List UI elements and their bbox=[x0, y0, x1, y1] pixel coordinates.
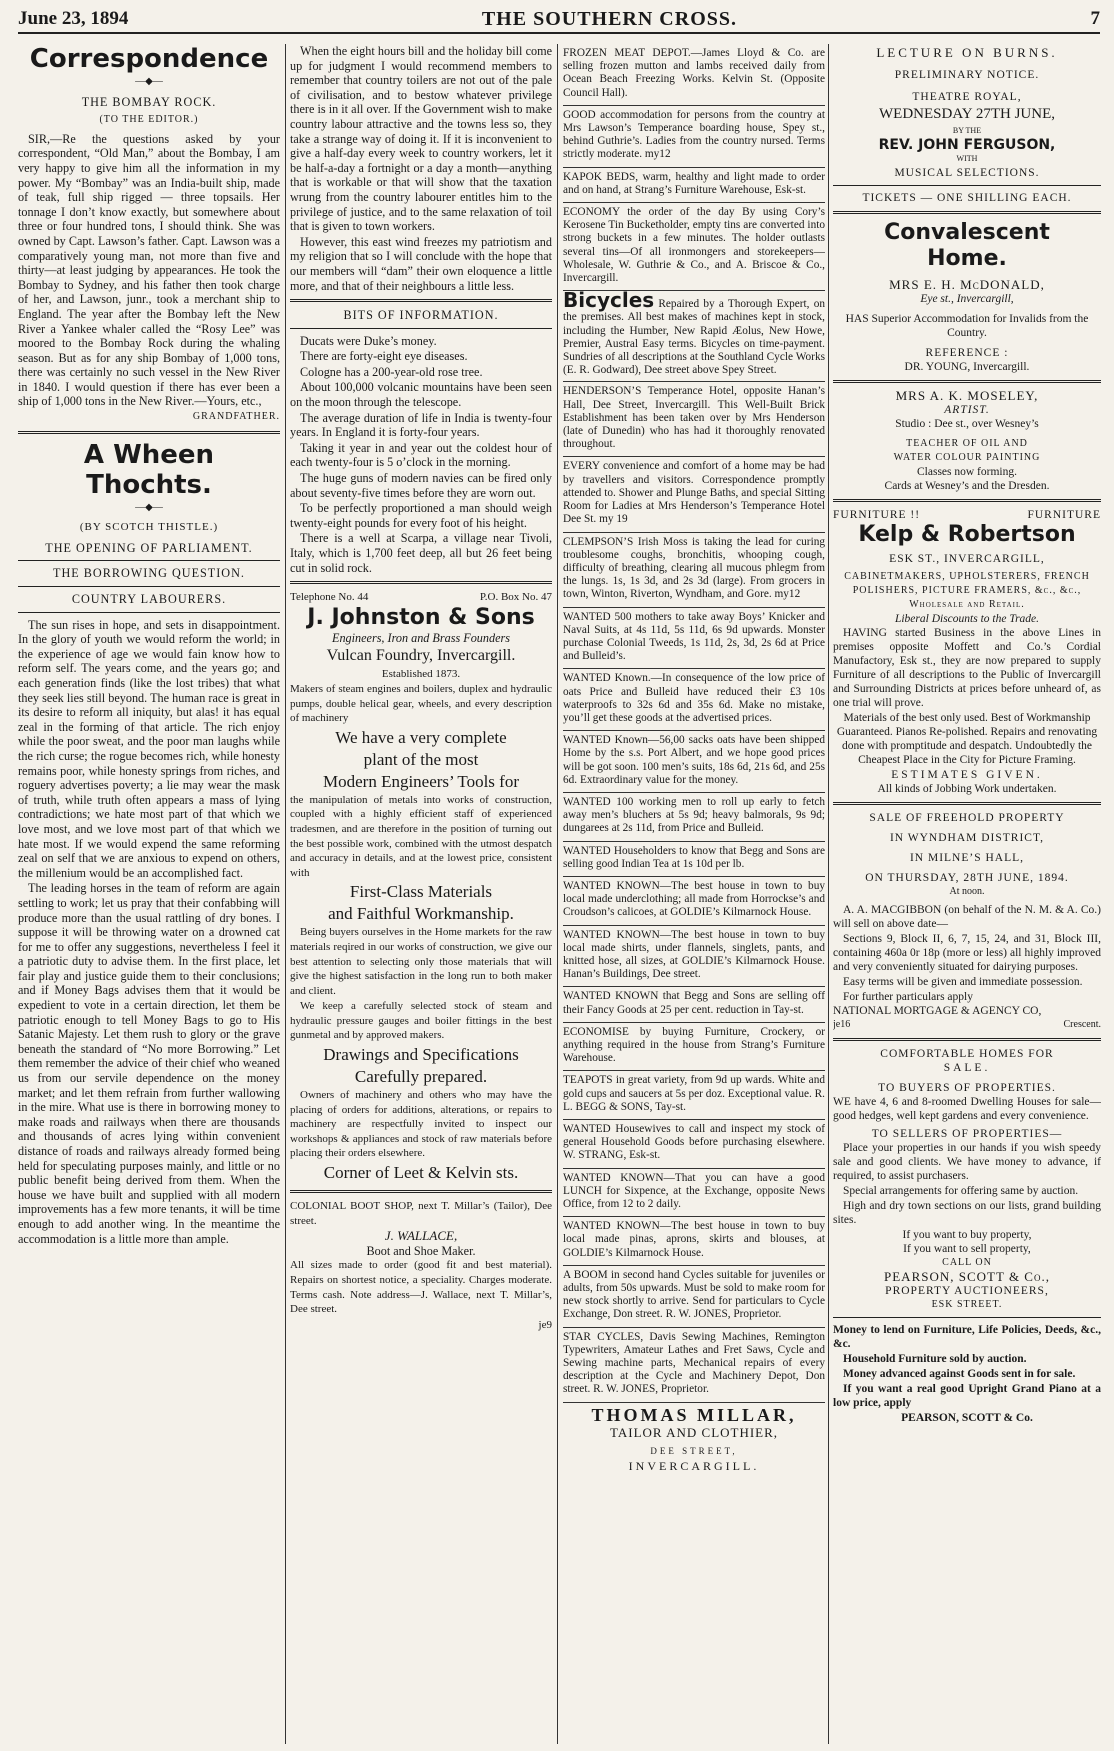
millar-trade: TAILOR AND CLOTHIER, bbox=[609, 1424, 779, 1440]
divider bbox=[18, 431, 280, 434]
ad-text: HENDERSON’S Temperance Hotel, opposite Hanan’s Hall, Dee Street, Invercargill. This Well-Built Brick Establishment has been taken over by Mrs Henderson (late of Dunedin) who has had it thoroughly renovated throughout. bbox=[563, 385, 825, 451]
ad-text: Easy terms will be given and immediate possession. bbox=[843, 976, 1083, 988]
tickets: TICKETS — ONE SHILLING EACH. bbox=[862, 192, 1072, 204]
article-subhead: THE OPENING OF PARLIAMENT. bbox=[45, 540, 253, 555]
bit-item: Cologne has a 200-year-old rose tree. bbox=[300, 364, 483, 379]
classified-ad bbox=[563, 987, 825, 1022]
classified-ad bbox=[563, 382, 825, 457]
bit-item: The huge guns of modern navies can be fired only about seventy-five times before they are worn out. bbox=[290, 471, 552, 500]
artist-name: MRS A. K. MOSELEY, bbox=[895, 388, 1039, 403]
classified-ad bbox=[563, 1071, 825, 1120]
noon: At noon. bbox=[949, 886, 985, 897]
established: Established 1873. bbox=[381, 668, 461, 681]
ornament: —◆— bbox=[135, 501, 163, 513]
ad-text: TEAPOTS in great variety, from 9d up wards. White and gold cups and saucers at 5s per doz. Exceptional value. R. L. BEGG & SONS, Tay-st. bbox=[563, 1074, 825, 1113]
lecture-title: LECTURE ON BURNS. bbox=[876, 45, 1058, 60]
homes-heading: SALE. bbox=[943, 1062, 991, 1074]
ad-text: WANTED Householders to know that Begg and Sons are selling good Indian Tea at 1s 10d per lb. bbox=[563, 844, 825, 870]
ad-text: WANTED Known—56,00 sacks oats have been shipped Home by the s.s. Port Albert, and we hope good prices will be got soon. 100 men’s suits, 18s 6d, 21s 6d, and 25s 6d. Extraordinary value for the money. bbox=[563, 734, 825, 786]
johnston-trade: Engineers, Iron and Brass Founders bbox=[332, 630, 510, 645]
telephone: Telephone No. 44 bbox=[290, 591, 369, 604]
ad-text: HAVING started Business in the above Lines in premises opposite Moffett and Co.’s Cordial Manufactory, Esk st., they are now prepared to supply Furniture of all descriptions to the Public of Invercargill and Surrounding Districts at prices before unheard of, as one trial will prove. bbox=[833, 627, 1101, 709]
divider bbox=[833, 499, 1101, 502]
masthead bbox=[18, 6, 1100, 34]
furniture-left: FURNITURE !! bbox=[833, 509, 921, 521]
divider bbox=[290, 299, 552, 302]
bit-item: To be perfectly proportioned a man should weigh twenty-eight pounds for every foot of his height. bbox=[290, 501, 552, 530]
bits-title: BITS OF INFORMATION. bbox=[343, 308, 499, 323]
ad-text: STAR CYCLES, Davis Sewing Machines, Remington Typewriters, Amateur Lathes and Fret Saws, Cycle and Sewing machine parts, Mechanical repairs of every description at the Cycle and Machinery Depot, Don street. R. W. JONES, Proprietor. bbox=[563, 1330, 825, 1396]
ad-text: WANTED KNOWN—That you can have a good LUNCH for Sixpence, at the Exchange, opposite News Office, from 12 to 2 daily. bbox=[563, 1171, 825, 1211]
with: WITH bbox=[956, 154, 978, 163]
bit-item: About 100,000 volcanic mountains have been seen on the moon through the telescope. bbox=[290, 380, 552, 410]
ad-text: Sections 9, Block II, 6, 7, 15, 24, and 31, Block III, containing 460a 0r 18p (more or less) all highly improved and very conveniently situated for dairying purposes. bbox=[833, 933, 1101, 973]
kelp-address: ESK ST., INVERCARGILL, bbox=[889, 553, 1045, 565]
johnston-ad bbox=[290, 590, 552, 1184]
doctor: DR. YOUNG, Invercargill. bbox=[904, 361, 1030, 373]
johnston-name: J. Johnston & Sons bbox=[307, 604, 535, 630]
bicycles-title: Bicycles bbox=[563, 288, 655, 313]
column-rule bbox=[557, 44, 558, 1744]
issue-date: June 23, 1894 bbox=[18, 8, 129, 29]
divider bbox=[18, 612, 280, 613]
reference: REFERENCE : bbox=[925, 347, 1009, 359]
correspondence-heading: Correspondence bbox=[29, 44, 269, 74]
crescent: Crescent. bbox=[1063, 1019, 1101, 1030]
classified-ad bbox=[563, 731, 825, 793]
ad-text: CLEMPSON’S Irish Moss is taking the lead for curing troublesome coughs, bronchitis, whooping cough, difficulty of breathing, clearing all mucous phlegm from the lungs. 1s, 1s 3d, and 2s 3d (large). From grocers in town, Winton, Riverton, Wyndham, and Gore. my12 bbox=[563, 535, 825, 601]
divider bbox=[833, 185, 1101, 186]
ad-text: Money to lend on Furniture, Life Policies, Deeds, &c., &c. bbox=[833, 1324, 1101, 1350]
ad-text: KAPOK BEDS, warm, healthy and light made to order and on hand, at Strang’s Furniture Warehouse, Esk-st. bbox=[563, 170, 825, 196]
bit-item: Ducats were Duke’s money. bbox=[300, 333, 437, 348]
furniture-banner bbox=[833, 508, 1101, 522]
event-date: WEDNESDAY 27TH JUNE, bbox=[879, 106, 1055, 122]
ad-text: WANTED KNOWN that Begg and Sons are selling off their Fancy Goods at 25 per cent. reduction in Tay-st. bbox=[563, 990, 825, 1016]
article-subhead: COUNTRY LABOURERS. bbox=[71, 592, 227, 607]
divider bbox=[833, 1038, 1101, 1041]
article-subhead: THE BORROWING QUESTION. bbox=[53, 566, 245, 581]
ad-text: High and dry town sections on our lists, grand building sites. bbox=[833, 1200, 1101, 1226]
speaker: REV. JOHN FERGUSON, bbox=[878, 137, 1056, 153]
divider bbox=[833, 1317, 1101, 1318]
display-line: Carefully prepared. bbox=[354, 1067, 488, 1087]
estimates: ESTIMATES GIVEN. bbox=[891, 769, 1043, 781]
artist: ARTIST. bbox=[944, 404, 990, 416]
esk-street: ESK STREET. bbox=[931, 1299, 1003, 1310]
classified-ad bbox=[563, 106, 825, 168]
ad-text: the manipulation of metals into works of construction, coupled with a highly efficient staff of experienced tradesmen, and are therefore in the position of turning out the best possible work, combined with the utmost despatch and accuracy in details, and at the lowest price, consistent with bbox=[290, 793, 552, 879]
classified-ad bbox=[563, 457, 825, 532]
paper-title: THE SOUTHERN CROSS. bbox=[481, 7, 737, 30]
jobbing: All kinds of Jobbing Work undertaken. bbox=[877, 783, 1057, 795]
sale-line: IN MILNE’S HALL, bbox=[909, 852, 1025, 864]
ad-text: Place your properties in our hands if you wish speedy sale and good clients. We have money to advance, if required, to assist purchasers. bbox=[833, 1142, 1101, 1182]
liberal: Liberal Discounts to the Trade. bbox=[894, 613, 1040, 625]
display-line: Corner of Leet & Kelvin sts. bbox=[323, 1163, 519, 1183]
homes-heading: COMFORTABLE HOMES FOR bbox=[880, 1048, 1054, 1060]
classified-ad bbox=[563, 1120, 825, 1169]
display-line: Modern Engineers’ Tools for bbox=[323, 771, 519, 791]
classified-ad bbox=[563, 842, 825, 877]
letter-signature: GRANDFATHER. bbox=[192, 411, 280, 423]
ad-text: COLONIAL BOOT SHOP, next T. Millar’s (Tailor), Dee street. bbox=[290, 1200, 552, 1227]
by-the: BY THE bbox=[952, 126, 982, 135]
studio: Studio : Dee st., over Wesney’s bbox=[895, 418, 1039, 430]
convalescent-heading: Convalescent bbox=[884, 220, 1050, 245]
bicycles-ad bbox=[563, 288, 825, 382]
to-editor: (TO THE EDITOR.) bbox=[99, 114, 199, 126]
ad-text: FROZEN MEAT DEPOT.—James Lloyd & Co. are selling frozen mutton and lambs received daily from Ocean Beach Freezing Works. Kelvin St. (Opposite Council Hall). bbox=[563, 47, 825, 99]
classified-ad bbox=[563, 1217, 825, 1266]
kelp-heading: Kelp & Robertson bbox=[858, 522, 1076, 547]
ad-text: WANTED 100 working men to roll up early to fetch away men’s bluchers at 5s 9d; heavy balmorals, 9s 9d; dungarees at 2s 11d, from Price and Bulleid. bbox=[563, 795, 825, 835]
foundry: Vulcan Foundry, Invercargill. bbox=[326, 647, 516, 665]
classes: Classes now forming. bbox=[917, 466, 1017, 478]
ornament: —◆— bbox=[135, 76, 163, 87]
po-box: P.O. Box No. 47 bbox=[479, 591, 552, 604]
teacher: TEACHER OF OIL AND bbox=[906, 438, 1028, 449]
venue: THEATRE ROYAL, bbox=[912, 91, 1022, 103]
display-line: and Faithful Workmanship. bbox=[328, 904, 514, 924]
classified-ad bbox=[563, 926, 825, 988]
ad-text: All sizes made to order (good fit and best material). Repairs on shortest notice, a speciality. Charges moderate. Terms cash. Note address—J. Wallace, next T. Millar’s, Dee street. bbox=[290, 1259, 552, 1316]
auctioneers: PROPERTY AUCTIONEERS, bbox=[885, 1285, 1049, 1297]
ad-text: Being buyers ourselves in the Home markets for the raw materials reqired in our works of construction, we give our best attention to selecting only those materials that will give the highest satisfaction in the long run to both maker and client. bbox=[290, 926, 552, 997]
buy: If you want to buy property, bbox=[902, 1229, 1032, 1241]
ad-code: je9 bbox=[538, 1318, 552, 1331]
sale-line: IN WYNDHAM DISTRICT, bbox=[889, 832, 1045, 844]
proprietor: MRS E. H. McDONALD, bbox=[889, 277, 1045, 292]
millar-street: DEE STREET, bbox=[650, 1446, 738, 1457]
ad-text: A BOOM in second hand Cycles suitable for juveniles or adults, from 50s upwards. Must be sold to make room for new stock shortly to arrive. Send for particulars to Cycle Exchange, Don street. R. W. JONES, Proprietor. bbox=[563, 1268, 825, 1321]
display-line: plant of the most bbox=[363, 749, 479, 769]
divider bbox=[833, 211, 1101, 214]
divider bbox=[290, 328, 552, 329]
ad-text: HAS Superior Accommodation for Invalids from the Country. bbox=[845, 313, 1089, 339]
sellers: TO SELLERS OF PROPERTIES— bbox=[871, 1128, 1063, 1140]
divider bbox=[18, 560, 280, 561]
divider bbox=[290, 581, 552, 584]
ad-text: GOOD accommodation for persons from the country at Mrs Lawson’s Temperance boarding house, Spey st., behind Guthrie’s. Ladies from the country nursed. Terms strictly moderate. my12 bbox=[563, 108, 825, 161]
sale-line: ON THURSDAY, 28TH JUNE, 1894. bbox=[865, 872, 1069, 884]
byline: (BY SCOTCH THISTLE.) bbox=[79, 521, 219, 534]
ad-text: Money advanced against Goods sent in for sale. bbox=[843, 1368, 1076, 1380]
classified-ad bbox=[563, 1023, 825, 1072]
nma: NATIONAL MORTGAGE & AGENCY CO, bbox=[833, 1005, 1042, 1017]
ad-text: We keep a carefully selected stock of steam and hydraulic pressure gauges and boiler fittings in the best gunmetal and by approved makers. bbox=[290, 1000, 552, 1042]
classified-ad bbox=[563, 793, 825, 842]
ad-text: ECONOMY the order of the day By using Cory’s Kerosene Tin Bucketholder, empty tins are converted into strong buckets in a few minutes. The holder outlasts several tins—Of all ironmongers and storekeepers—Wholesale, W. Guthrie & Co., and A. Briscoe & Co., Invercargill. bbox=[563, 206, 825, 285]
ad-text: WANTED KNOWN—The best house in town to buy local made pinas, aprons, skirts and blouses, at GOLDIE’s Kilmarnock House. bbox=[563, 1220, 825, 1259]
ad-text: ECONOMISE by buying Furniture, Crockery, or anything required in the house from Strang’s Furniture Warehouse. bbox=[563, 1025, 825, 1065]
cards: Cards at Wesney’s and the Dresden. bbox=[884, 480, 1050, 492]
article-paragraph: The leading horses in the team of reform are again settling to work; let us pray that their confabbing will produce more than the usual rattling of dry bones. I suppose it will be throwing water on a drowned cat for me to offer any suggestions, nevertheless I feel it a patriotic duty to advise them. In the first place, let fair play and justice guide them to their conclusions; and if Money Bags advises them that it would be expedient to vote in a certain direction, let them be patriotic enough to tell Money Bags to go to His Satanic Majesty. Let them rush to glory or the grave beneath the standard of “No more Borrowing.” Let them remember the advice of their chief who weaned us from our servile dependence on the money market; and let them refrain from further wallowing in the mire. What use is there in borrowing money to make roads and railways when there are thousands and thousands of acres lying within convenient distance of roads and railways already formed being held for speculating purposes mainly, and little or no public benefit being derived from them. When the house we have built and supplied with all modern improvements has a few more tenants, it will be time enough to add another wing. In the meantime the accommodation is a little more than ample. bbox=[18, 881, 280, 1246]
pearson: PEARSON, SCOTT & Co., bbox=[884, 1269, 1050, 1284]
divider bbox=[18, 586, 280, 587]
article-subhead: THE BOMBAY ROCK. bbox=[81, 94, 217, 109]
classified-ad bbox=[563, 1169, 825, 1218]
ad-text: Owners of machinery and others who may have the placing of orders for additions, alterations, or repairs to machinery are respectfully invited to inspect our workshops & appliances and stock of raw materials before placing their orders elsewhere. bbox=[290, 1089, 552, 1160]
ad-text: If you want a real good Upright Grand Piano at a low price, apply bbox=[833, 1383, 1101, 1409]
musical: MUSICAL SELECTIONS. bbox=[894, 167, 1040, 179]
column-4 bbox=[833, 44, 1101, 1744]
display-line: First-Class Materials bbox=[349, 882, 493, 902]
prelim-notice: PRELIMINARY NOTICE. bbox=[894, 69, 1040, 81]
classified-ad bbox=[563, 1266, 825, 1328]
page-number: 7 bbox=[1090, 8, 1100, 29]
ad-text: Special arrangements for offering same by auction. bbox=[843, 1185, 1079, 1197]
particulars: For further particulars apply bbox=[843, 991, 973, 1003]
display-line: We have a very complete bbox=[335, 727, 507, 747]
millar-town: INVERCARGILL. bbox=[628, 1459, 760, 1474]
bit-item: Taking it year in and year out the coldest hour of each twenty-four is 5 o’clock in the morning. bbox=[290, 440, 552, 470]
wallace-ad bbox=[290, 1199, 552, 1332]
column-3 bbox=[563, 44, 825, 1744]
ad-code: je16 bbox=[833, 1019, 851, 1030]
ad-text: Repaired by a Thorough Expert, on the premises. All best makes of machines kept in stock, including the Humber, New Rapid Æolus, New Howe, Premier, Austral Easy terms. Bicycles on time-payment. Sundries of all descriptions at the Southland Cycle Works (E. R. Godward), Dee street above Spey Street. bbox=[563, 298, 825, 377]
ad-text: A. A. MACGIBBON (on behalf of the N. M. & A. Co.) will sell on above date— bbox=[833, 904, 1101, 930]
column-1 bbox=[18, 44, 280, 1744]
wheen-heading: A Wheen Thochts. bbox=[83, 439, 215, 500]
divider bbox=[290, 1190, 552, 1193]
classified-ad bbox=[563, 877, 825, 926]
classified-ad bbox=[563, 669, 825, 731]
article-paragraph: However, this east wind freezes my patriotism and my religion that so I will conclude with the hope that our members will “dam” their own eloquence a little more, and that of their neighbours a little less. bbox=[290, 234, 552, 293]
classified-ad bbox=[563, 44, 825, 106]
ad-text: WANTED Housewives to call and inspect my stock of general Household Goods before purchasing elsewhere. W. STRANG, Esk-st. bbox=[563, 1123, 825, 1162]
wallace-trade: Boot and Shoe Maker. bbox=[366, 1243, 476, 1258]
ad-text: Materials of the best only used. Best of Workmanship Guaranteed. Pianos Re-polished. Repairs and renovating done with promptitude and despatch. Undoubtedly the Cheapest Place in the City for Picture Framing. bbox=[836, 712, 1098, 766]
bit-item: There is a well at Scarpa, a village near Tivoli, Italy, which is 1,700 feet deep, all but 26 feet being cut in solid rock. bbox=[290, 531, 552, 575]
divider bbox=[833, 802, 1101, 805]
ad-text: WANTED KNOWN—The best house in town to buy local made underclothing; all made from Horrockse’s and Croudson’s calicoes, at GOLDIE’s Kilmarnock House. bbox=[563, 879, 825, 919]
classified-ad bbox=[563, 608, 825, 670]
water-colour: WATER COLOUR PAINTING bbox=[893, 452, 1041, 463]
ad-text: Household Furniture sold by auction. bbox=[843, 1353, 1027, 1365]
column-rule bbox=[828, 44, 829, 1744]
millar-ad bbox=[563, 1403, 825, 1474]
divider bbox=[833, 380, 1101, 383]
display-line: Drawings and Specifications bbox=[323, 1045, 519, 1065]
ad-text: Makers of steam engines and boilers, duplex and hydraulic pumps, double helical gear, wheels, and every description of machinery bbox=[290, 682, 552, 725]
classified-ad bbox=[563, 168, 825, 203]
column-rule bbox=[285, 44, 286, 1744]
wallace-name: J. WALLACE, bbox=[384, 1228, 458, 1244]
ad-text: WANTED 500 mothers to take away Boys’ Knicker and Naval Suits, at 4s 11d, 5s 11d, 6s 9d upwards. Monster purchase Colonial Tweeds, 1s 11d, 2s, 3d, 2s 6d at Price and Bulleid’s. bbox=[563, 610, 825, 663]
classified-ad bbox=[563, 533, 825, 608]
millar-name: THOMAS MILLAR, bbox=[591, 1404, 797, 1425]
convalescent-heading: Home. bbox=[927, 246, 1007, 271]
address: Eye st., Invercargill, bbox=[920, 293, 1014, 305]
sell: If you want to sell property, bbox=[903, 1243, 1031, 1255]
classified-ad bbox=[563, 203, 825, 291]
ad-text: EVERY convenience and comfort of a home may be had by travellers and visitors. Correspondence promptly attended to. Shower and Plunge Baths, and special Sitting Room for Ladies at Mrs Henderson’s Temperance Hotel Dee St. my 19 bbox=[563, 460, 825, 526]
column-2 bbox=[290, 44, 552, 1744]
ad-text: WE have 4, 6 and 8-roomed Dwelling Houses for sale—good hedges, well kept gardens and every convenience. bbox=[833, 1096, 1101, 1122]
furniture-right: FURNITURE bbox=[1027, 509, 1101, 521]
nma-footer bbox=[833, 1018, 1101, 1032]
letter-body: SIR,—Re the questions asked by your correspondent, “Old Man,” about the Bombay, I am very happy to give him all the information in my power. My “Bombay” was an India-built ship, made of teak, full ship rigged — three topsails. Her tonnage I don’t know exactly, but somewhere about three or four hundred tons, I should think. She was owned by Capt. Lawson’s father. Capt. Lawson was a comparatively young man, not more than five and thirty—at least judging by appearances. He took the Bombay to Sydney, and his father then took charge of her, and Lawson, junr., took a merchant ship to England. The year after the Bombay left the New River a Yankee whaler called the “Rosy Lee” was moored to the Bombay Rock during the whaling season. But as for any ship Bombay of 1,000 tons, there was certainly no such vessel in the New River in 1840. I would question if there has ever been a ship of 1,000 tons in the New River.—Yours, etc., bbox=[18, 131, 280, 409]
kelp-trades: CABINETMAKERS, UPHOLSTERERS, FRENCH POLISHERS, PICTURE FRAMERS, &c., &c., Wholesale and Retail. bbox=[844, 571, 1090, 610]
ad-text: WANTED Known.—In consequence of the low price of oats Price and Bulleid have reduced their £3 10s waterproofs to 32s 6d and 35s 6d. Make no mistake, you’ll get these goods at the advertised prices. bbox=[563, 672, 825, 724]
pearson: PEARSON, SCOTT & Co. bbox=[901, 1412, 1033, 1424]
article-paragraph: When the eight hours bill and the holiday bill come up for judgment I would recommend members to remember that country toilers are not out of the pale of civilisation, and to bestow whatever privilege there is in it all over. If the Government wish to make country labour attractive and the towns less so, they take a strange way of doing it. If it is inconvenient to give a half-day every week to country workers, let it be half-a-day a fortnight or a day a month—anything that is workable or that will show that the taxation wrung from the country labourer entitles him to the privilege of justice, and to the same relaxation of toil that is given to town workers. bbox=[290, 44, 552, 234]
bit-item: The average duration of life in India is twenty-four years. In England it is forty-four years. bbox=[290, 410, 552, 440]
call-on: CALL ON bbox=[942, 1257, 992, 1268]
sale-line: SALE OF FREEHOLD PROPERTY bbox=[869, 812, 1065, 824]
article-paragraph: The sun rises in hope, and sets in disappointment. In the glory of youth we would reform the world; in the experience of age we would fain know how to reform self. The years come, and the years go; and each generation finds (like the lost tribes) that what they seek lies still beyond. The human race is great in its desire to reform all iniquity, but alas! it has equal zeal in the forming of that article. The rich enjoy while the poor sweat, and the poor man laughs while the rich curse; the rogue becomes rich, while honesty remains poor, while honesty springs from riches, and roguery advertises poverty; a lie may wear the mask of truth, while truth often appears a mass of lying contradictions; we hate most part of that which we love most, and we love most part of that which we hate most. If we would expend the same reforming zeal on self that we are anxious to expend on others, the millenium would be an accomplished fact. bbox=[18, 617, 280, 880]
buyers: TO BUYERS OF PROPERTIES. bbox=[878, 1082, 1056, 1094]
bit-item: There are forty-eight eye diseases. bbox=[300, 349, 468, 364]
classified-ad bbox=[563, 1328, 825, 1403]
ad-text: WANTED KNOWN—The best house in town to buy local made shirts, under flannels, singlets, pants, and knitted hose, all sizes, at GOLDIE’s Kilmarnock House. Hanan’s Buildings, Dee street. bbox=[563, 928, 825, 981]
